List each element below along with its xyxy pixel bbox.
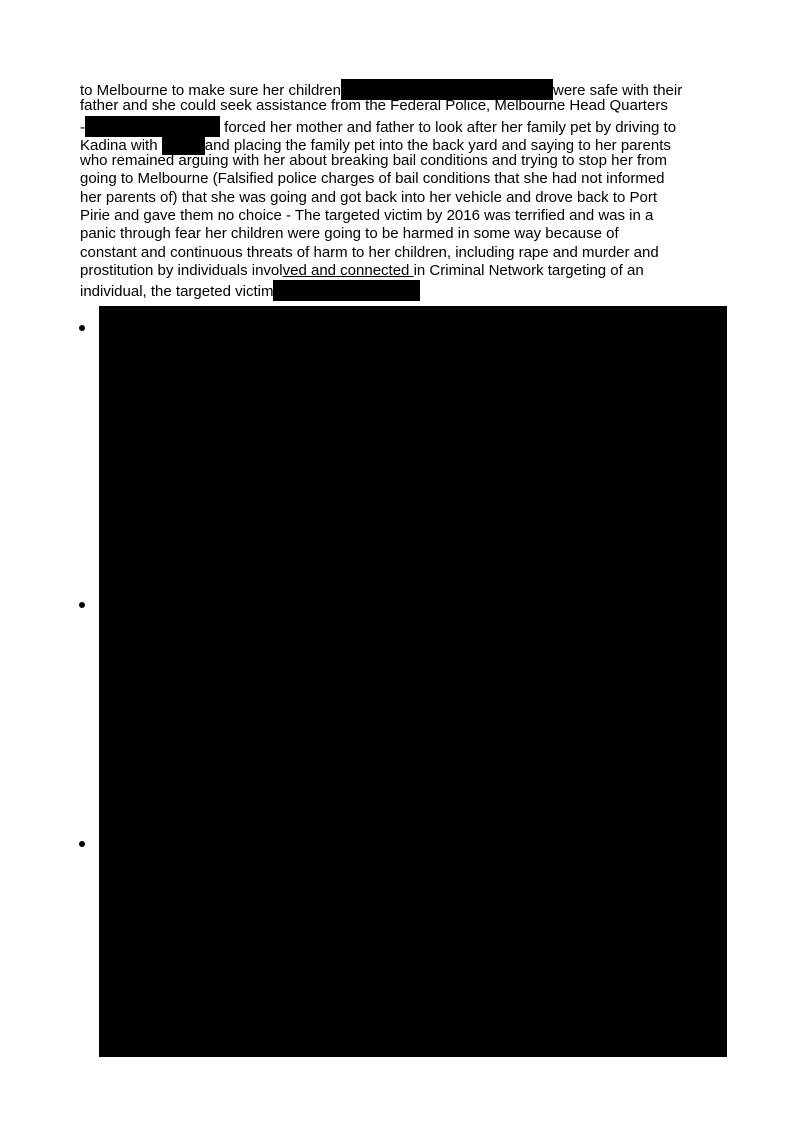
text-segment: Pirie and gave them no choice - The targeted victim by 2016 was terrified and was in a — [80, 207, 654, 225]
body-paragraph — [80, 79, 720, 299]
text-segment: panic through fear her children were going to be harmed in some way because of — [80, 225, 619, 243]
text-line — [80, 116, 720, 134]
text-line — [80, 79, 720, 97]
text-segment: - — [80, 118, 85, 136]
text-segment: forced her mother and father to look after her family pet by driving to — [224, 118, 677, 136]
redaction-box — [273, 280, 420, 301]
underlined-text: ved and connected — [282, 261, 414, 279]
text-segment: her parents of) that she was going and got back into her vehicle and drove back to Port — [80, 188, 658, 206]
text-segment: who remained arguing with her about breaking bail conditions and trying to stop her from — [80, 152, 668, 170]
text-line — [80, 170, 720, 188]
redaction-block — [99, 306, 727, 1057]
bullet-point — [79, 325, 85, 331]
text-segment: going to Melbourne (Falsified police charges of bail conditions that she had not informed — [80, 170, 665, 188]
text-line — [80, 207, 720, 225]
text-line — [80, 225, 720, 243]
text-line — [80, 97, 720, 115]
text-segment: were safe with their — [552, 82, 683, 99]
text-segment: in Criminal Network targeting of an — [413, 261, 644, 279]
text-segment: individual, the targeted victim — [80, 283, 274, 301]
text-segment: prostitution by individuals invol — [80, 261, 283, 279]
text-segment: Kadina with — [80, 136, 158, 154]
text-line — [80, 152, 720, 170]
text-line — [80, 189, 720, 207]
text-segment: constant and continuous threats of harm to her children, including rape and murder and — [80, 243, 659, 261]
text-line — [80, 280, 720, 301]
text-line — [80, 134, 720, 152]
text-segment: and placing the family pet into the back yard and saying to her parents — [204, 136, 671, 154]
text-line — [80, 262, 720, 280]
text-segment: to Melbourne to make sure her children — [80, 82, 341, 99]
bullet-point — [79, 602, 85, 608]
bullet-point — [79, 841, 85, 847]
text-line — [80, 244, 720, 262]
text-segment: father and she could seek assistance from the Federal Police, Melbourne Head Quarters — [80, 97, 668, 115]
